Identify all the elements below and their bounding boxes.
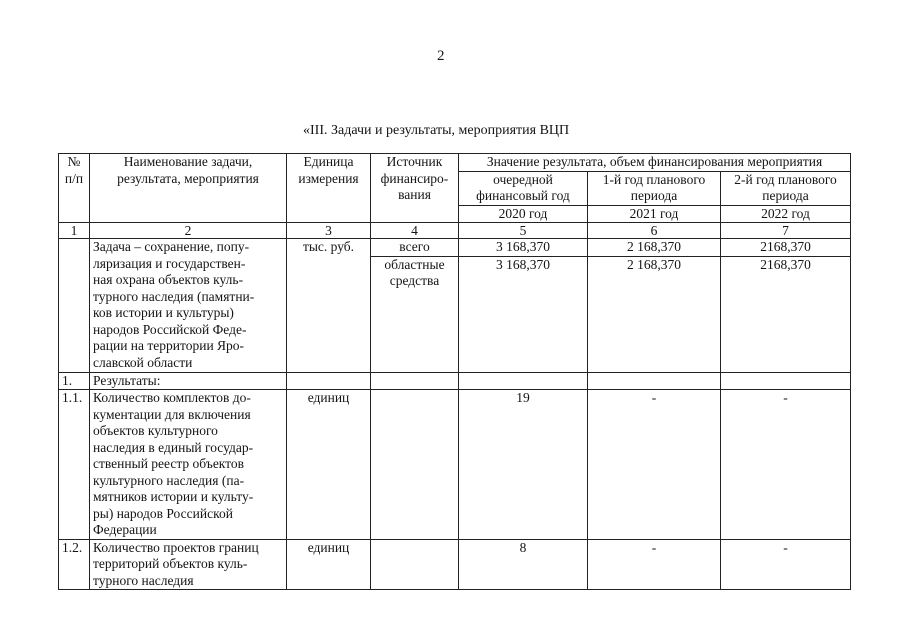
result-source (371, 390, 459, 540)
results-num: 1. (59, 372, 90, 390)
column-number: 4 (371, 223, 459, 239)
task-value-2020: 3 168,370 (459, 256, 588, 372)
result-num: 1.1. (59, 390, 90, 540)
header-num: № п/п (59, 154, 90, 223)
header-unit: Единица измерения (287, 154, 371, 223)
column-number-row (59, 223, 851, 239)
tasks-results-table (58, 153, 851, 590)
column-number: 2 (90, 223, 287, 239)
result-row (59, 539, 851, 590)
header-row (59, 154, 851, 172)
page-number: 2 (437, 48, 445, 64)
result-value-2022: - (721, 539, 851, 590)
task-value-2022: 2168,370 (721, 239, 851, 257)
result-unit: единиц (287, 390, 371, 540)
header-source: Источник финансиро- вания (371, 154, 459, 223)
header-year7: 2022 год (721, 205, 851, 223)
header-col7: 2-й год планового периода (721, 171, 851, 205)
result-unit: единиц (287, 539, 371, 590)
header-col5: очередной финансовый год (459, 171, 588, 205)
section-title: «III. Задачи и результаты, мероприятия ВЦП (303, 123, 570, 138)
header-year5: 2020 год (459, 205, 588, 223)
result-name: Количество проектов границ территорий объектов куль- турного наследия (90, 539, 287, 590)
header-name: Наименование задачи, результата, мероприятия (90, 154, 287, 223)
result-row (59, 390, 851, 540)
column-number: 7 (721, 223, 851, 239)
task-num (59, 239, 90, 373)
header-year6: 2021 год (588, 205, 721, 223)
task-value-2020: 3 168,370 (459, 239, 588, 257)
task-unit: тыс. руб. (287, 239, 371, 373)
result-value-2022: - (721, 390, 851, 540)
task-value-2021: 2 168,370 (588, 256, 721, 372)
task-name: Задача – сохранение, попу- ляризация и государствен- ная охрана объектов куль- турного наследия (памятни- ков истории и культуры) народов Российской Феде- рации на территории Яро- славской области (90, 239, 287, 373)
column-number: 5 (459, 223, 588, 239)
result-source (371, 539, 459, 590)
column-number: 6 (588, 223, 721, 239)
task-source: всего (371, 239, 459, 257)
task-source: областные средства (371, 256, 459, 372)
header-value-group: Значение результата, объем финансирования мероприятия (459, 154, 851, 172)
results-label: Результаты: (90, 372, 287, 390)
result-num: 1.2. (59, 539, 90, 590)
column-number: 3 (287, 223, 371, 239)
task-value-2021: 2 168,370 (588, 239, 721, 257)
results-label-row (59, 372, 851, 390)
task-value-2022: 2168,370 (721, 256, 851, 372)
task-row-total (59, 239, 851, 257)
result-value-2021: - (588, 539, 721, 590)
header-col6: 1-й год планового периода (588, 171, 721, 205)
result-value-2020: 8 (459, 539, 588, 590)
result-name: Количество комплектов до- кументации для включения объектов культурного наследия в единый государ- ственный реестр объектов культурного наследия (па- мятников истории и культу- ры) народов Российской Федерации (90, 390, 287, 540)
result-value-2021: - (588, 390, 721, 540)
result-value-2020: 19 (459, 390, 588, 540)
column-number: 1 (59, 223, 90, 239)
